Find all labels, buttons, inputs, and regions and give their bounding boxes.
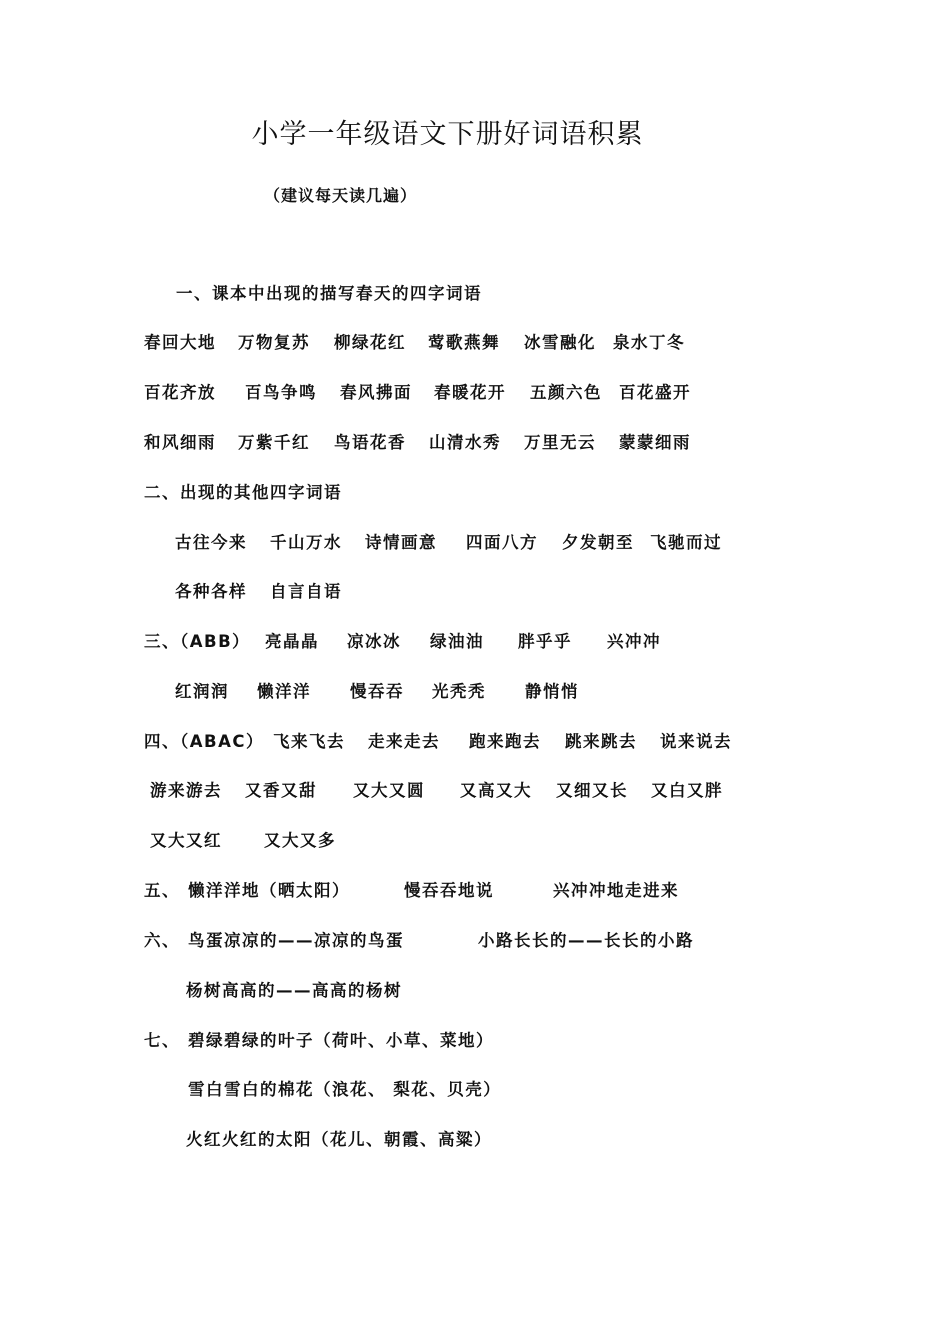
word: 柳绿花红 — [334, 333, 406, 352]
word: 又大又多 — [264, 831, 336, 850]
page-subtitle: （建议每天读几遍） — [264, 186, 418, 205]
section-7-label: 七、 — [144, 1031, 180, 1050]
word: 跑来跑去 — [469, 732, 541, 751]
section-1-row-3 — [0, 431, 950, 455]
phrase: 鸟蛋凉凉的——凉凉的鸟蛋 — [188, 931, 404, 950]
word: 绿油油 — [430, 632, 484, 651]
section-4-row-2 — [0, 779, 950, 803]
word: 万物复苏 — [238, 333, 310, 352]
phrase: 懒洋洋地（晒太阳） — [188, 881, 350, 900]
word: 又大又圆 — [353, 781, 425, 800]
word: 蒙蒙细雨 — [619, 433, 691, 452]
section-7-row-2 — [0, 1078, 950, 1102]
section-6-row-2 — [0, 979, 950, 1003]
word: 凉冰冰 — [347, 632, 401, 651]
word: 万紫千红 — [238, 433, 310, 452]
phrase: 雪白雪白的棉花（浪花、 梨花、贝壳） — [188, 1080, 502, 1099]
phrase: 兴冲冲地走进来 — [553, 881, 679, 900]
phrase: 杨树高高的——高高的杨树 — [186, 981, 402, 1000]
word: 五颜六色 — [530, 383, 602, 402]
page-title: 小学一年级语文下册好词语积累 — [251, 119, 644, 150]
section-6-row-1 — [0, 929, 950, 953]
word: 又香又甜 — [245, 781, 317, 800]
word: 百鸟争鸣 — [245, 383, 317, 402]
word: 春风拂面 — [340, 383, 412, 402]
word: 春暖花开 — [434, 383, 506, 402]
word: 说来说去 — [660, 732, 732, 751]
word: 静悄悄 — [525, 682, 579, 701]
word: 又高又大 — [460, 781, 532, 800]
phrase: 小路长长的——长长的小路 — [478, 931, 694, 950]
word: 冰雪融化 — [524, 333, 596, 352]
word: 莺歌燕舞 — [428, 333, 500, 352]
phrase: 火红火红的太阳（花儿、朝霞、高粱） — [186, 1130, 492, 1149]
word: 和风细雨 — [144, 433, 216, 452]
section-2-heading: 二、出现的其他四字词语 — [144, 483, 342, 502]
word: 跳来跳去 — [565, 732, 637, 751]
section-5-label: 五、 — [144, 881, 180, 900]
word: 各种各样 — [175, 582, 247, 601]
word: 又细又长 — [556, 781, 628, 800]
word: 兴冲冲 — [607, 632, 661, 651]
section-6-label: 六、 — [144, 931, 180, 950]
section-4-row-1 — [0, 730, 950, 754]
word: 飞来飞去 — [273, 732, 345, 751]
word: 走来走去 — [368, 732, 440, 751]
section-5-row — [0, 879, 950, 903]
section-1-row-1 — [0, 331, 950, 355]
word: 自言自语 — [270, 582, 342, 601]
section-2-row-1 — [0, 531, 950, 555]
section-7-row-1 — [0, 1029, 950, 1053]
section-1-heading: 一、课本中出现的描写春天的四字词语 — [176, 284, 482, 303]
word: 夕发朝至 — [562, 533, 634, 552]
word: 万里无云 — [524, 433, 596, 452]
section-4-row-3 — [0, 829, 950, 853]
word: 泉水丁冬 — [613, 333, 685, 352]
section-3-row-2 — [0, 680, 950, 704]
word: 古往今来 — [175, 533, 247, 552]
section-1-row-2 — [0, 381, 950, 405]
section-2-row-2 — [0, 580, 950, 604]
word: 四面八方 — [466, 533, 538, 552]
word: 光秃秃 — [432, 682, 486, 701]
section-3-row-1 — [0, 630, 950, 654]
word: 千山万水 — [270, 533, 342, 552]
word: 红润润 — [175, 682, 229, 701]
word: 慢吞吞 — [350, 682, 404, 701]
word: 春回大地 — [144, 333, 216, 352]
word: 又大又红 — [150, 831, 222, 850]
word: 亮晶晶 — [265, 632, 319, 651]
word: 山清水秀 — [429, 433, 501, 452]
word: 飞驰而过 — [650, 533, 722, 552]
word: 鸟语花香 — [334, 433, 406, 452]
section-3-label: 三、（ABB） — [144, 632, 251, 651]
word: 胖乎乎 — [518, 632, 572, 651]
word: 懒洋洋 — [257, 682, 311, 701]
section-7-row-3 — [0, 1128, 950, 1152]
phrase: 碧绿碧绿的叶子（荷叶、小草、菜地） — [188, 1031, 494, 1050]
phrase: 慢吞吞地说 — [404, 881, 494, 900]
word: 诗情画意 — [365, 533, 437, 552]
word: 又白又胖 — [651, 781, 723, 800]
word: 百花齐放 — [144, 383, 216, 402]
section-4-label: 四、（ABAC） — [144, 732, 264, 751]
word: 百花盛开 — [619, 383, 691, 402]
word: 游来游去 — [150, 781, 222, 800]
